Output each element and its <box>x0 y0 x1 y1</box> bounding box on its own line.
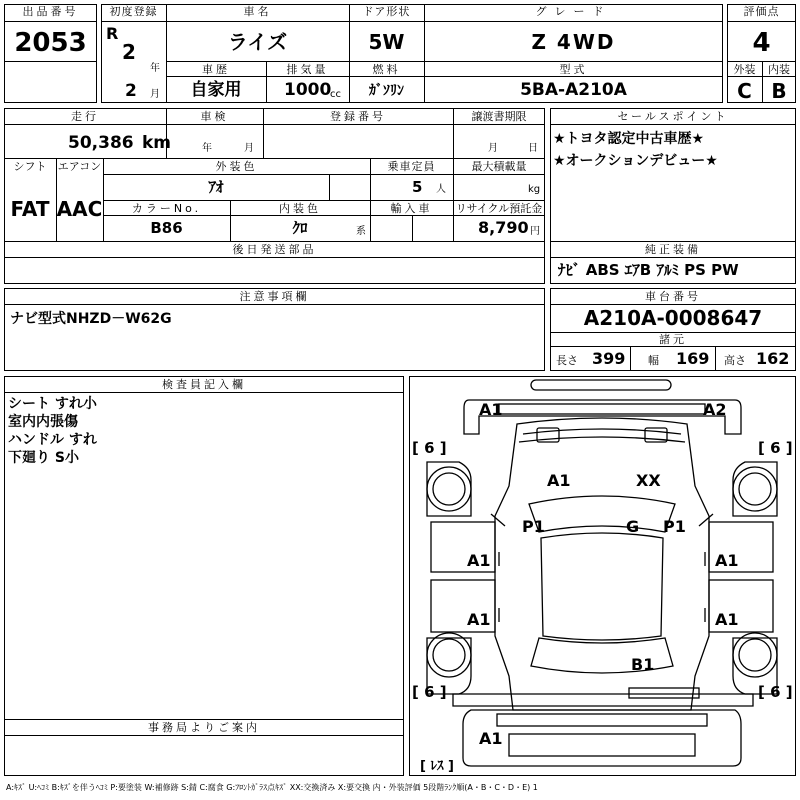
inspection-month-unit: 月 <box>244 143 254 154</box>
damage-rear: A1 <box>479 729 503 748</box>
car-name-label: 車名 <box>243 5 272 18</box>
door-type-label: ドア形状 <box>362 5 411 18</box>
chassis-label: 車台番号 <box>645 290 701 303</box>
recycle-fee: 8,790 <box>478 218 529 237</box>
damage-roof: B1 <box>631 655 655 674</box>
notes-text: ナビ型式NHZD－W62G <box>10 311 172 327</box>
inspector-note-4: 下廻り S小 <box>8 450 79 466</box>
interior-color-suffix: 系 <box>356 226 366 237</box>
inspection-year-unit: 年 <box>202 143 212 154</box>
exterior-color: ｱｵ <box>208 178 224 196</box>
interior-color-label: 内装色 <box>279 202 321 215</box>
aircon: AAC <box>56 197 103 221</box>
lot-number: 2053 <box>14 28 87 58</box>
model: 5BA-A210A <box>520 80 627 100</box>
inspector-note-1: シート すれ小 <box>8 396 97 412</box>
legend: A:ｷｽﾞ U:ﾍｺﾐ B:ｷｽﾞを伴うﾍｺﾐ P:要塗装 W:補修跡 S:錆 C:腐食 G:ﾌﾛﾝﾄｶﾞﾗｽ点ｷｽﾞ XX:交換済み X:要交換 内・外装評価 5段階ﾗﾝｸ順(A・B・C・D・E) 1 <box>6 783 538 792</box>
tire-mark-rear-right: [ 6 ] <box>758 683 793 701</box>
length: 399 <box>592 349 626 368</box>
damage-door-left-front: A1 <box>467 551 491 570</box>
registration-era: R <box>106 24 119 43</box>
damage-hood-xx: XX <box>636 471 661 490</box>
import-label: 輸入車 <box>390 202 433 215</box>
model-label: 型式 <box>559 63 588 76</box>
later-parts-label: 後日発送部品 <box>232 243 317 256</box>
capacity-unit: 人 <box>436 184 446 195</box>
history-label: 車歴 <box>202 63 230 76</box>
shift: FAT <box>10 197 50 221</box>
damage-windshield: G <box>626 517 640 536</box>
equipment-label: 純正装備 <box>645 243 701 256</box>
exterior-grade: C <box>737 79 752 103</box>
inspection-label: 車検 <box>200 110 229 123</box>
equipment: ﾅﾋﾞ ABS ｴｱB ｱﾙﾐ PS PW <box>558 261 739 279</box>
interior-grade: B <box>771 79 787 103</box>
sales-point-2: ★オークションデビュー★ <box>553 153 718 169</box>
damage-front-right: A2 <box>703 400 727 419</box>
damage-door-right-rear: A1 <box>715 610 739 629</box>
tire-mark-front-left: [ 6 ] <box>412 439 447 457</box>
transfer-deadline-label: 譲渡書期限 <box>471 110 527 123</box>
capacity-label: 乗車定員 <box>387 160 436 173</box>
score: 4 <box>752 28 771 58</box>
width-label: 幅 <box>648 354 659 367</box>
exterior-label: 外装 <box>733 63 756 76</box>
damage-hood-a1: A1 <box>547 471 571 490</box>
load-unit: kg <box>528 184 541 195</box>
spare-less-label: [ ﾚｽ ] <box>420 759 454 774</box>
mileage-unit: km <box>142 133 172 153</box>
height: 162 <box>756 349 790 368</box>
damage-pillar-left: P1 <box>522 517 545 536</box>
notes-label: 注意事項欄 <box>239 290 310 303</box>
registration-year-unit: 年 <box>150 63 160 74</box>
displacement-unit: cc <box>330 89 341 100</box>
chassis-number: A210A-0008647 <box>583 306 763 330</box>
office-notes-label: 事務局よりご案内 <box>148 721 260 734</box>
max-load-label: 最大積載量 <box>471 160 527 173</box>
width: 169 <box>676 349 710 368</box>
inspector-note-2: 室内内張傷 <box>8 414 78 430</box>
grade: Z 4WD <box>531 30 616 54</box>
mileage-value: 50,386 <box>68 133 134 153</box>
shift-label: シフト <box>13 160 47 173</box>
mileage-label: 走行 <box>71 110 99 123</box>
lot-number-label: 出品番号 <box>22 5 79 18</box>
length-label: 長さ <box>556 354 578 367</box>
displacement-label: 排気量 <box>286 63 329 76</box>
inspector-note-3: ハンドル すれ <box>8 432 97 448</box>
tire-mark-front-right: [ 6 ] <box>758 439 793 457</box>
registration-month: 2 <box>125 81 137 101</box>
sales-point-1: ★トヨタ認定中古車歴★ <box>553 131 705 147</box>
fuel-label: 燃料 <box>372 63 401 76</box>
interior-color: ｸﾛ <box>292 219 308 237</box>
color-number: B86 <box>150 219 183 237</box>
damage-pillar-right: P1 <box>663 517 686 536</box>
displacement: 1000 <box>284 80 332 100</box>
first-registration-label: 初度登録 <box>109 5 158 18</box>
grade-label: グレード <box>535 5 612 18</box>
car-name: ライズ <box>227 30 288 54</box>
score-label: 評価点 <box>743 5 780 18</box>
door-type: 5W <box>368 30 405 54</box>
damage-front-left: A1 <box>479 400 503 419</box>
exterior-color-label: 外装色 <box>215 160 258 173</box>
tire-mark-rear-left: [ 6 ] <box>412 683 447 701</box>
sales-points-label: セールスポイント <box>617 110 729 123</box>
height-label: 高さ <box>724 354 746 367</box>
capacity: 5 <box>412 178 423 196</box>
damage-door-right-front: A1 <box>715 551 739 570</box>
aircon-label: エアコン <box>57 160 102 173</box>
recycle-label: リサイクル預託金 <box>455 202 543 215</box>
fuel: ｶﾞｿﾘﾝ <box>369 83 404 99</box>
recycle-unit: 円 <box>530 226 540 237</box>
registration-number-label: 登録番号 <box>330 110 386 123</box>
color-number-label: カラーNo. <box>131 202 202 215</box>
history: 自家用 <box>190 80 242 100</box>
inspector-notes-label: 検査員記入欄 <box>162 378 246 391</box>
damage-door-left-rear: A1 <box>467 610 491 629</box>
car-diagram <box>409 376 796 776</box>
registration-month-unit: 月 <box>150 89 160 100</box>
dims-label: 諸元 <box>659 333 687 346</box>
transfer-month-unit: 月 <box>488 143 498 154</box>
interior-label: 内装 <box>768 63 790 76</box>
transfer-day-unit: 日 <box>528 143 538 154</box>
registration-year: 2 <box>122 40 136 64</box>
